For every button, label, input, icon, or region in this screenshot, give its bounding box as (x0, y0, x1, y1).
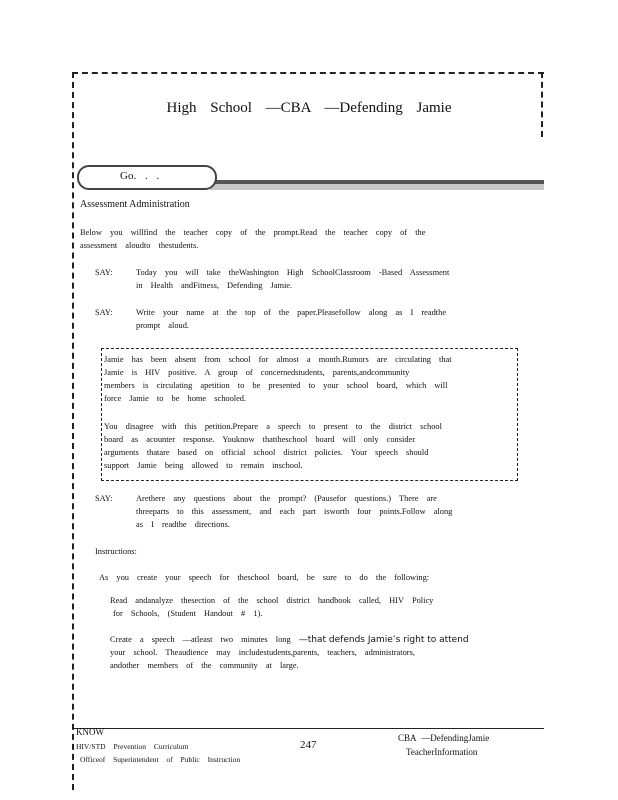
task2-line: andother members of the community at large. (110, 661, 299, 670)
task2-line (110, 633, 469, 647)
footer-teacher-info: TeacherInformation (406, 747, 478, 757)
say3-line: Arethere any questions about the prompt? (Pausefor questions.) There are (136, 494, 437, 503)
intro-line: assessment aloudto thestudents. (80, 241, 199, 250)
say-label: SAY: (95, 494, 113, 503)
intro-line: Below you willfind the teacher copy of the prompt.Read the teacher copy of the (80, 228, 426, 237)
page-title: High School —CBA —Defending Jamie (166, 100, 452, 116)
say-label: SAY: (95, 268, 113, 277)
prompt-line: Jamie has been absent from school for almost a month.Rumors are circulating that (104, 355, 452, 364)
dashed-border-top (72, 72, 544, 74)
footer-know: KNOW (76, 727, 104, 737)
footer-office: Officeof Superintendent of Public Instruction (80, 755, 241, 764)
footer-curriculum: HIV/STD Prevention Curriculum (76, 742, 189, 751)
say2-line: Write your name at the top of the paper.Pleasefollow along as I readthe (136, 308, 447, 317)
instructions-heading: Instructions: (95, 547, 137, 556)
task2-line-end: —that defends Jamie’s right to attend (298, 635, 469, 645)
say3-line: as I readthe directions. (136, 520, 230, 529)
prompt-line: support Jamie being allowed to remain inschool. (104, 461, 303, 470)
prompt-line: members is circulating apetition to be presented to your school board, which will (104, 381, 448, 390)
say1-line: Today you will take theWashington High SchoolClassroom -Based Assessment (136, 268, 450, 277)
say-label: SAY: (95, 308, 113, 317)
dashed-border-left (72, 72, 74, 790)
prompt-line: board as acounter response. Youknow thattheschool board will only consider (104, 435, 416, 444)
prompt-line: Jamie is HIV positive. A group of concernedstudents, parents,andcommunity (104, 368, 410, 377)
prompt-line: arguments thatare based on official school district policies. Your speech should (104, 448, 429, 457)
page-number: 247 (300, 739, 317, 751)
assessment-heading: Assessment Administration (80, 199, 190, 210)
say3-line: threeparts to this assessment, and each part isworth four points.Follow along (136, 507, 453, 516)
instructions-lead: As you create your speech for theschool board, be sure to do the following: (99, 573, 430, 582)
task2-line: your school. Theaudience may includestudents,parents, teachers, administrators, (110, 648, 415, 657)
task2-line-start: Create a speech —atleast two minutes long (110, 635, 291, 644)
section-rule-shadow (210, 184, 544, 190)
footer-cba-title: CBA —DefendingJamie (398, 733, 490, 743)
section-tab-label: Go. . . (120, 170, 160, 182)
task1-line: for Schools, (Student Handout # 1). (113, 609, 263, 618)
footer-rule (72, 728, 544, 729)
task1-line: Read andanalyze thesection of the school district handbook called, HIV Policy (110, 596, 434, 605)
say2-line: prompt aloud. (136, 321, 189, 330)
prompt-line: You disagree with this petition.Prepare a speech to present to the district school (104, 422, 442, 431)
prompt-line: force Jamie to be home schooled. (104, 394, 247, 403)
say1-line: in Health andFitness, Defending Jamie. (136, 281, 293, 290)
